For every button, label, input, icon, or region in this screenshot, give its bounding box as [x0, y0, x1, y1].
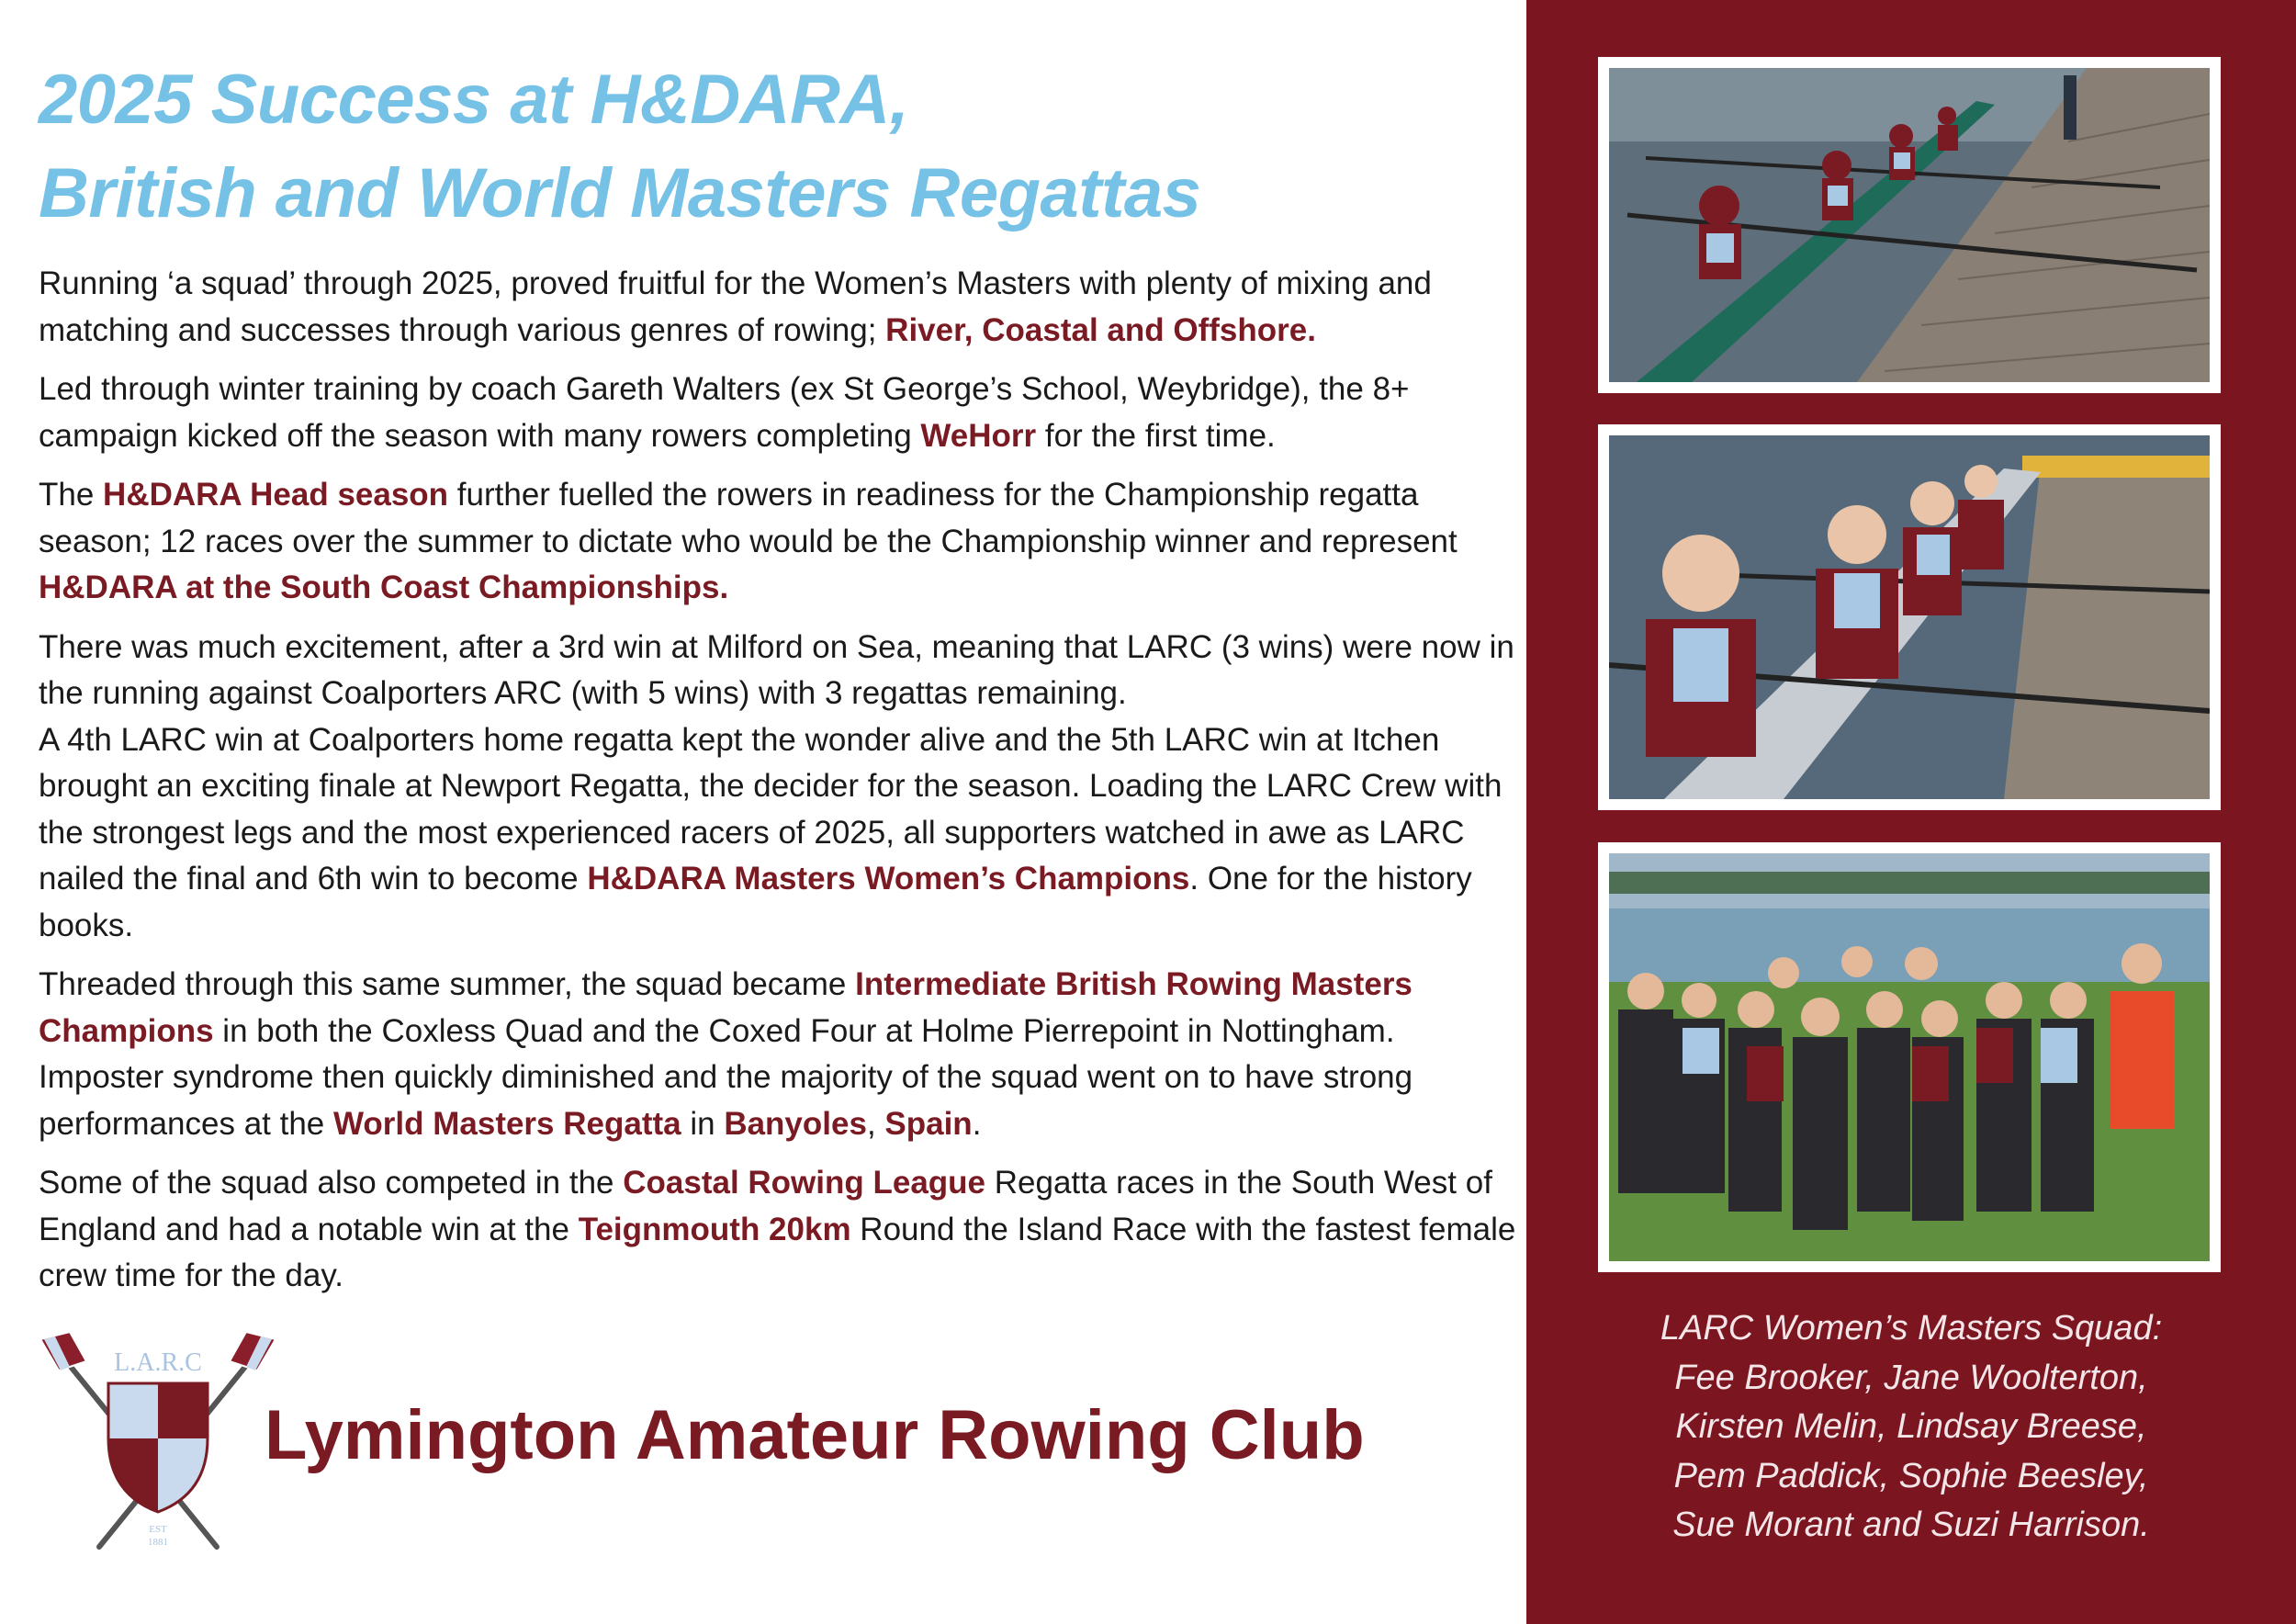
squad-caption	[1526, 1304, 2296, 1551]
photo-squad-group	[1598, 842, 2221, 1272]
article-body	[39, 261, 1517, 1313]
crest-letters: L.A.R.C	[114, 1348, 202, 1377]
headline-line-2: British and World Masters Regattas	[39, 154, 1201, 232]
headline	[39, 53, 1471, 241]
paragraph-championship-race: There was much excitement, after a 3rd win at Milford on Sea, meaning that LARC (3 wins) were now in the running against Coalporters ARC (with 5 wins) with 3 regattas remaining. A 4th LARC win at Coalporters home regatta kept the wonder alive and the 5th LARC win at Itchen brought an exciting finale at Newport Regatta, the decider for the season. Loading the LARC Crew with the strongest legs and the most experienced racers of 2025, all supporters watched in awe as LARC nailed the final and 6th win to become H&DARA Masters Women’s Champions. One for the history books.	[39, 628, 1514, 943]
caption-line: Sue Morant and Suzi Harrison.	[1672, 1506, 2150, 1544]
caption-line: Fee Brooker, Jane Woolterton,	[1674, 1358, 2148, 1397]
paragraph-winter-training: Led through winter training by coach Gareth Walters (ex St George’s School, Weybridge), the 8+ campaign kicked off the season with many rowers completing WeHorr for the first time.	[39, 371, 1410, 454]
caption-line: Pem Paddick, Sophie Beesley,	[1673, 1456, 2149, 1495]
paragraph-head-season: The H&DARA Head season further fuelled the rowers in readiness for the Championship regatta season; 12 races over the summer to dictate who would be the Championship winner and represent H&DARA at the South Coast Championships.	[39, 477, 1458, 605]
paragraph-british-world-masters: Threaded through this same summer, the squad became Intermediate British Rowing Masters Champions in both the Coxless Quad and the Coxed Four at Holme Pierrepoint in Nottingham. Imposter syndrome then quickly diminished and the majority of the squad went on to have strong performances at the World Masters Regatta in Banyoles, Spain.	[39, 966, 1413, 1142]
paragraph-squad-intro: Running ‘a squad’ through 2025, proved fruitful for the Women’s Masters with plenty of mixing and matching and successes through various genres of rowing; River, Coastal and Offshore.	[39, 265, 1432, 348]
crest-year: 1881	[148, 1537, 168, 1548]
shield-icon	[108, 1383, 208, 1512]
headline-line-1: 2025 Success at H&DARA,	[39, 61, 909, 139]
caption-line: Kirsten Melin, Lindsay Breese,	[1675, 1407, 2147, 1446]
club-name: Lymington Amateur Rowing Club	[264, 1396, 1365, 1474]
paragraph-coastal-league: Some of the squad also competed in the Coastal Rowing League Regatta races in the South West of England and had a notable win at the Teignmouth 20km Round the Island Race with the fastest female crew time for the day.	[39, 1165, 1516, 1293]
photo-quad-at-pontoon	[1598, 57, 2221, 393]
crest-est: EST	[149, 1524, 167, 1535]
club-crest-logo	[33, 1330, 283, 1554]
caption-line: LARC Women’s Masters Squad:	[1660, 1309, 2163, 1348]
photo-crew-in-boat	[1598, 424, 2221, 810]
